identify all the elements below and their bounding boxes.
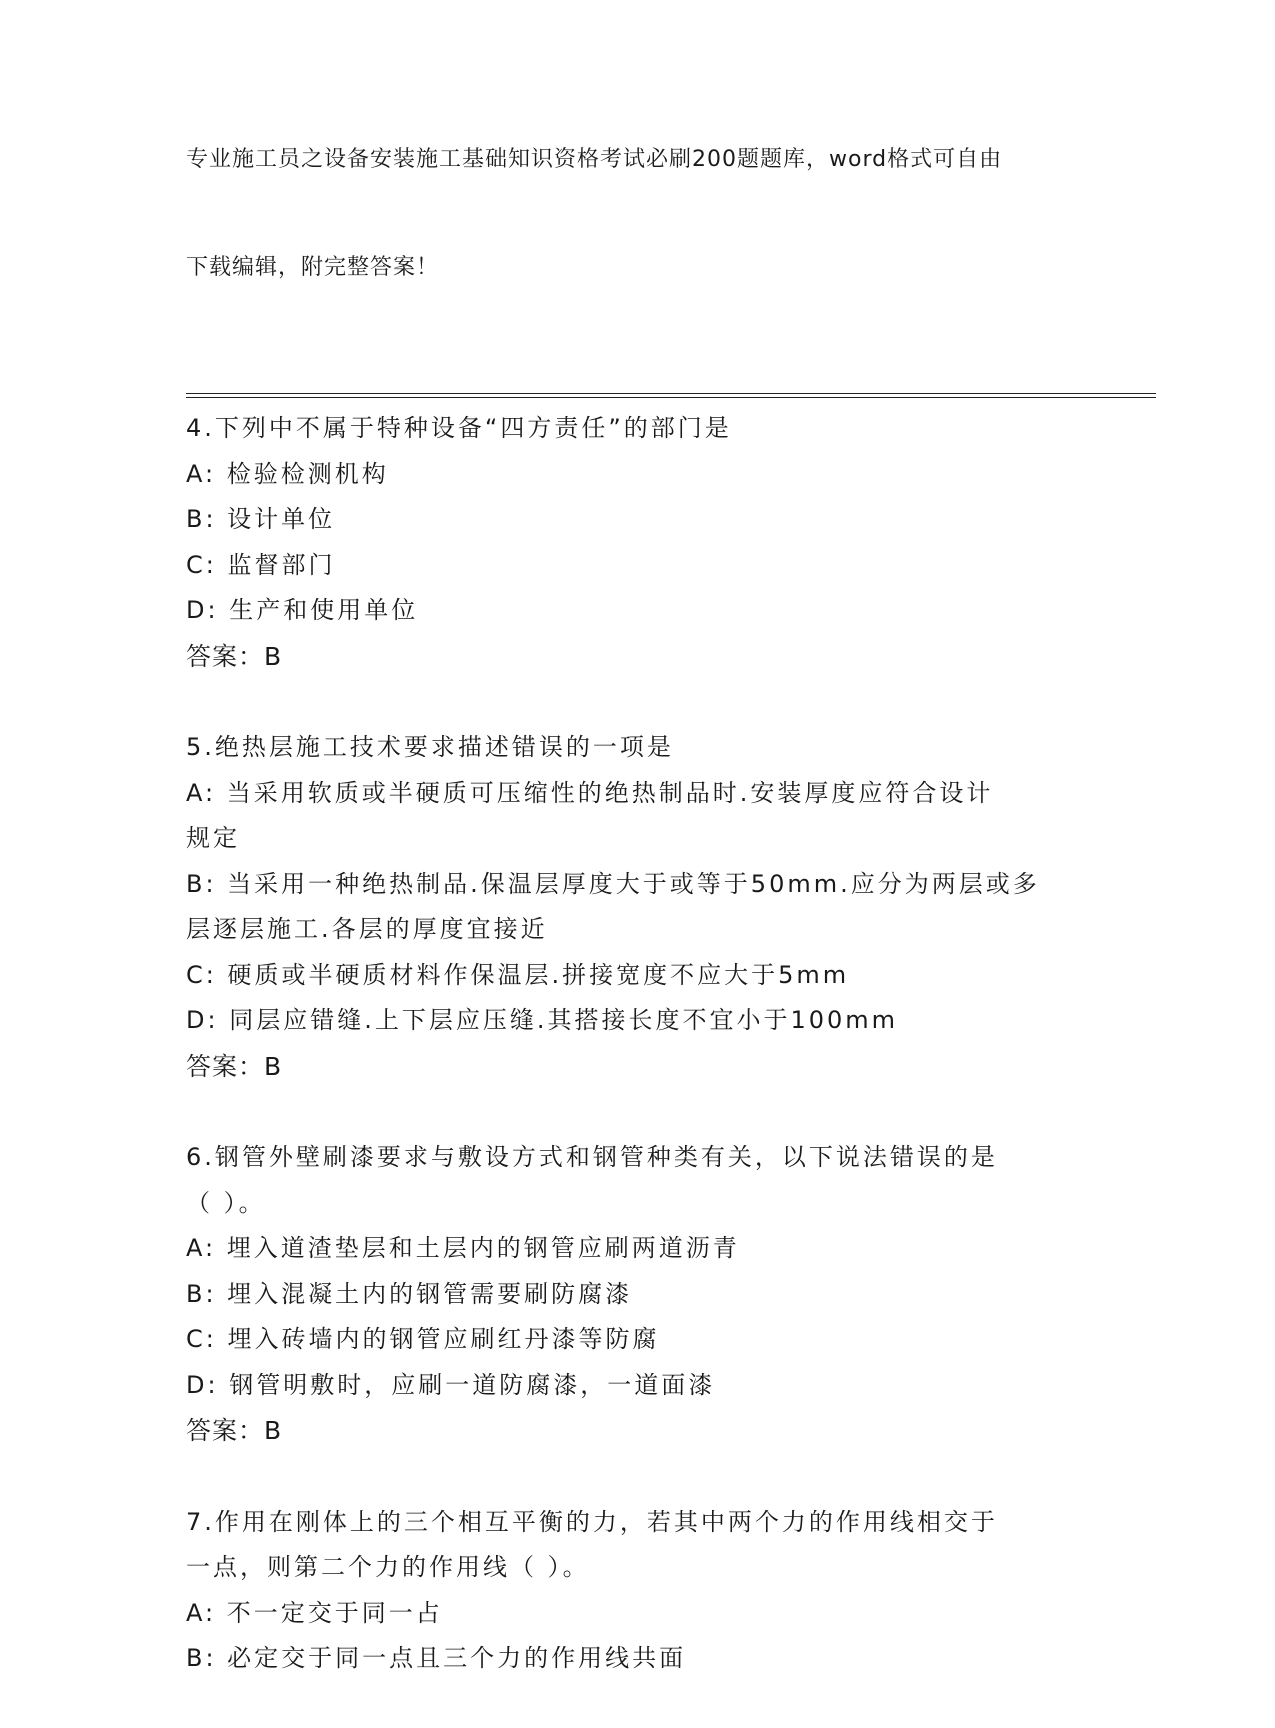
question-stem: 5.绝热层施工技术要求描述错误的一项是	[186, 733, 674, 761]
option-b: B: 埋入混凝土内的钢管需要刷防腐漆	[186, 1279, 633, 1308]
option-d: D: 钢管明敷时，应刷一道防腐漆，一道面漆	[186, 1370, 716, 1399]
option-b: B: 设计单位	[186, 505, 336, 533]
option-a: A: 当采用软质或半硬质可压缩性的绝热制品时.安装厚度应符合设计	[186, 778, 994, 807]
document-header	[186, 70, 1066, 358]
header-line: 专业施工员之设备安装施工基础知识资格考试必刷200题题库，word格式可自由	[186, 147, 1003, 172]
option-b-continued: 层逐层施工.各层的厚度宜接近	[186, 915, 548, 943]
option-c: C: 监督部门	[186, 550, 336, 579]
option-c: C: 硬质或半硬质材料作保温层.拼接宽度不应大于5mm	[186, 960, 850, 989]
question-stem: 7.作用在刚体上的三个相互平衡的力，若其中两个力的作用线相交于	[186, 1507, 998, 1536]
option-b: B: 必定交于同一点且三个力的作用线共面	[186, 1644, 687, 1672]
option-a: A: 埋入道渣垫层和土层内的钢管应刷两道沥青	[186, 1234, 740, 1262]
question-list	[186, 406, 1156, 1682]
question-stem: 4.下列中不属于特种设备“四方责任”的部门是	[186, 414, 732, 442]
question-7	[186, 1500, 1156, 1682]
option-c: C: 埋入砖墙内的钢管应刷红丹漆等防腐	[186, 1325, 660, 1353]
question-5	[186, 725, 1156, 1089]
option-a-continued: 规定	[186, 824, 240, 852]
question-4	[186, 406, 1156, 679]
option-d: D: 同层应错缝.上下层应压缝.其搭接长度不宜小于100mm	[186, 1006, 899, 1034]
answer-label: 答案：B	[186, 1416, 283, 1445]
document-page	[186, 70, 1156, 1728]
option-a: A: 不一定交于同一占	[186, 1598, 443, 1627]
option-a: A: 检验检测机构	[186, 459, 389, 488]
option-b: B: 当采用一种绝热制品.保温层厚度大于或等于50mm.应分为两层或多	[186, 869, 1040, 898]
question-stem-continued: 一点，则第二个力的作用线（ ）。	[186, 1553, 590, 1581]
option-d: D: 生产和使用单位	[186, 596, 419, 624]
question-6	[186, 1135, 1156, 1454]
answer-label: 答案：B	[186, 641, 283, 671]
question-stem-continued: （ ）。	[186, 1188, 266, 1217]
answer-label: 答案：B	[186, 1051, 283, 1081]
header-line: 下载编辑，附完整答案！	[186, 255, 440, 280]
header-divider	[186, 393, 1156, 398]
question-stem: 6.钢管外壁刷漆要求与敷设方式和钢管种类有关，以下说法错误的是	[186, 1143, 998, 1171]
